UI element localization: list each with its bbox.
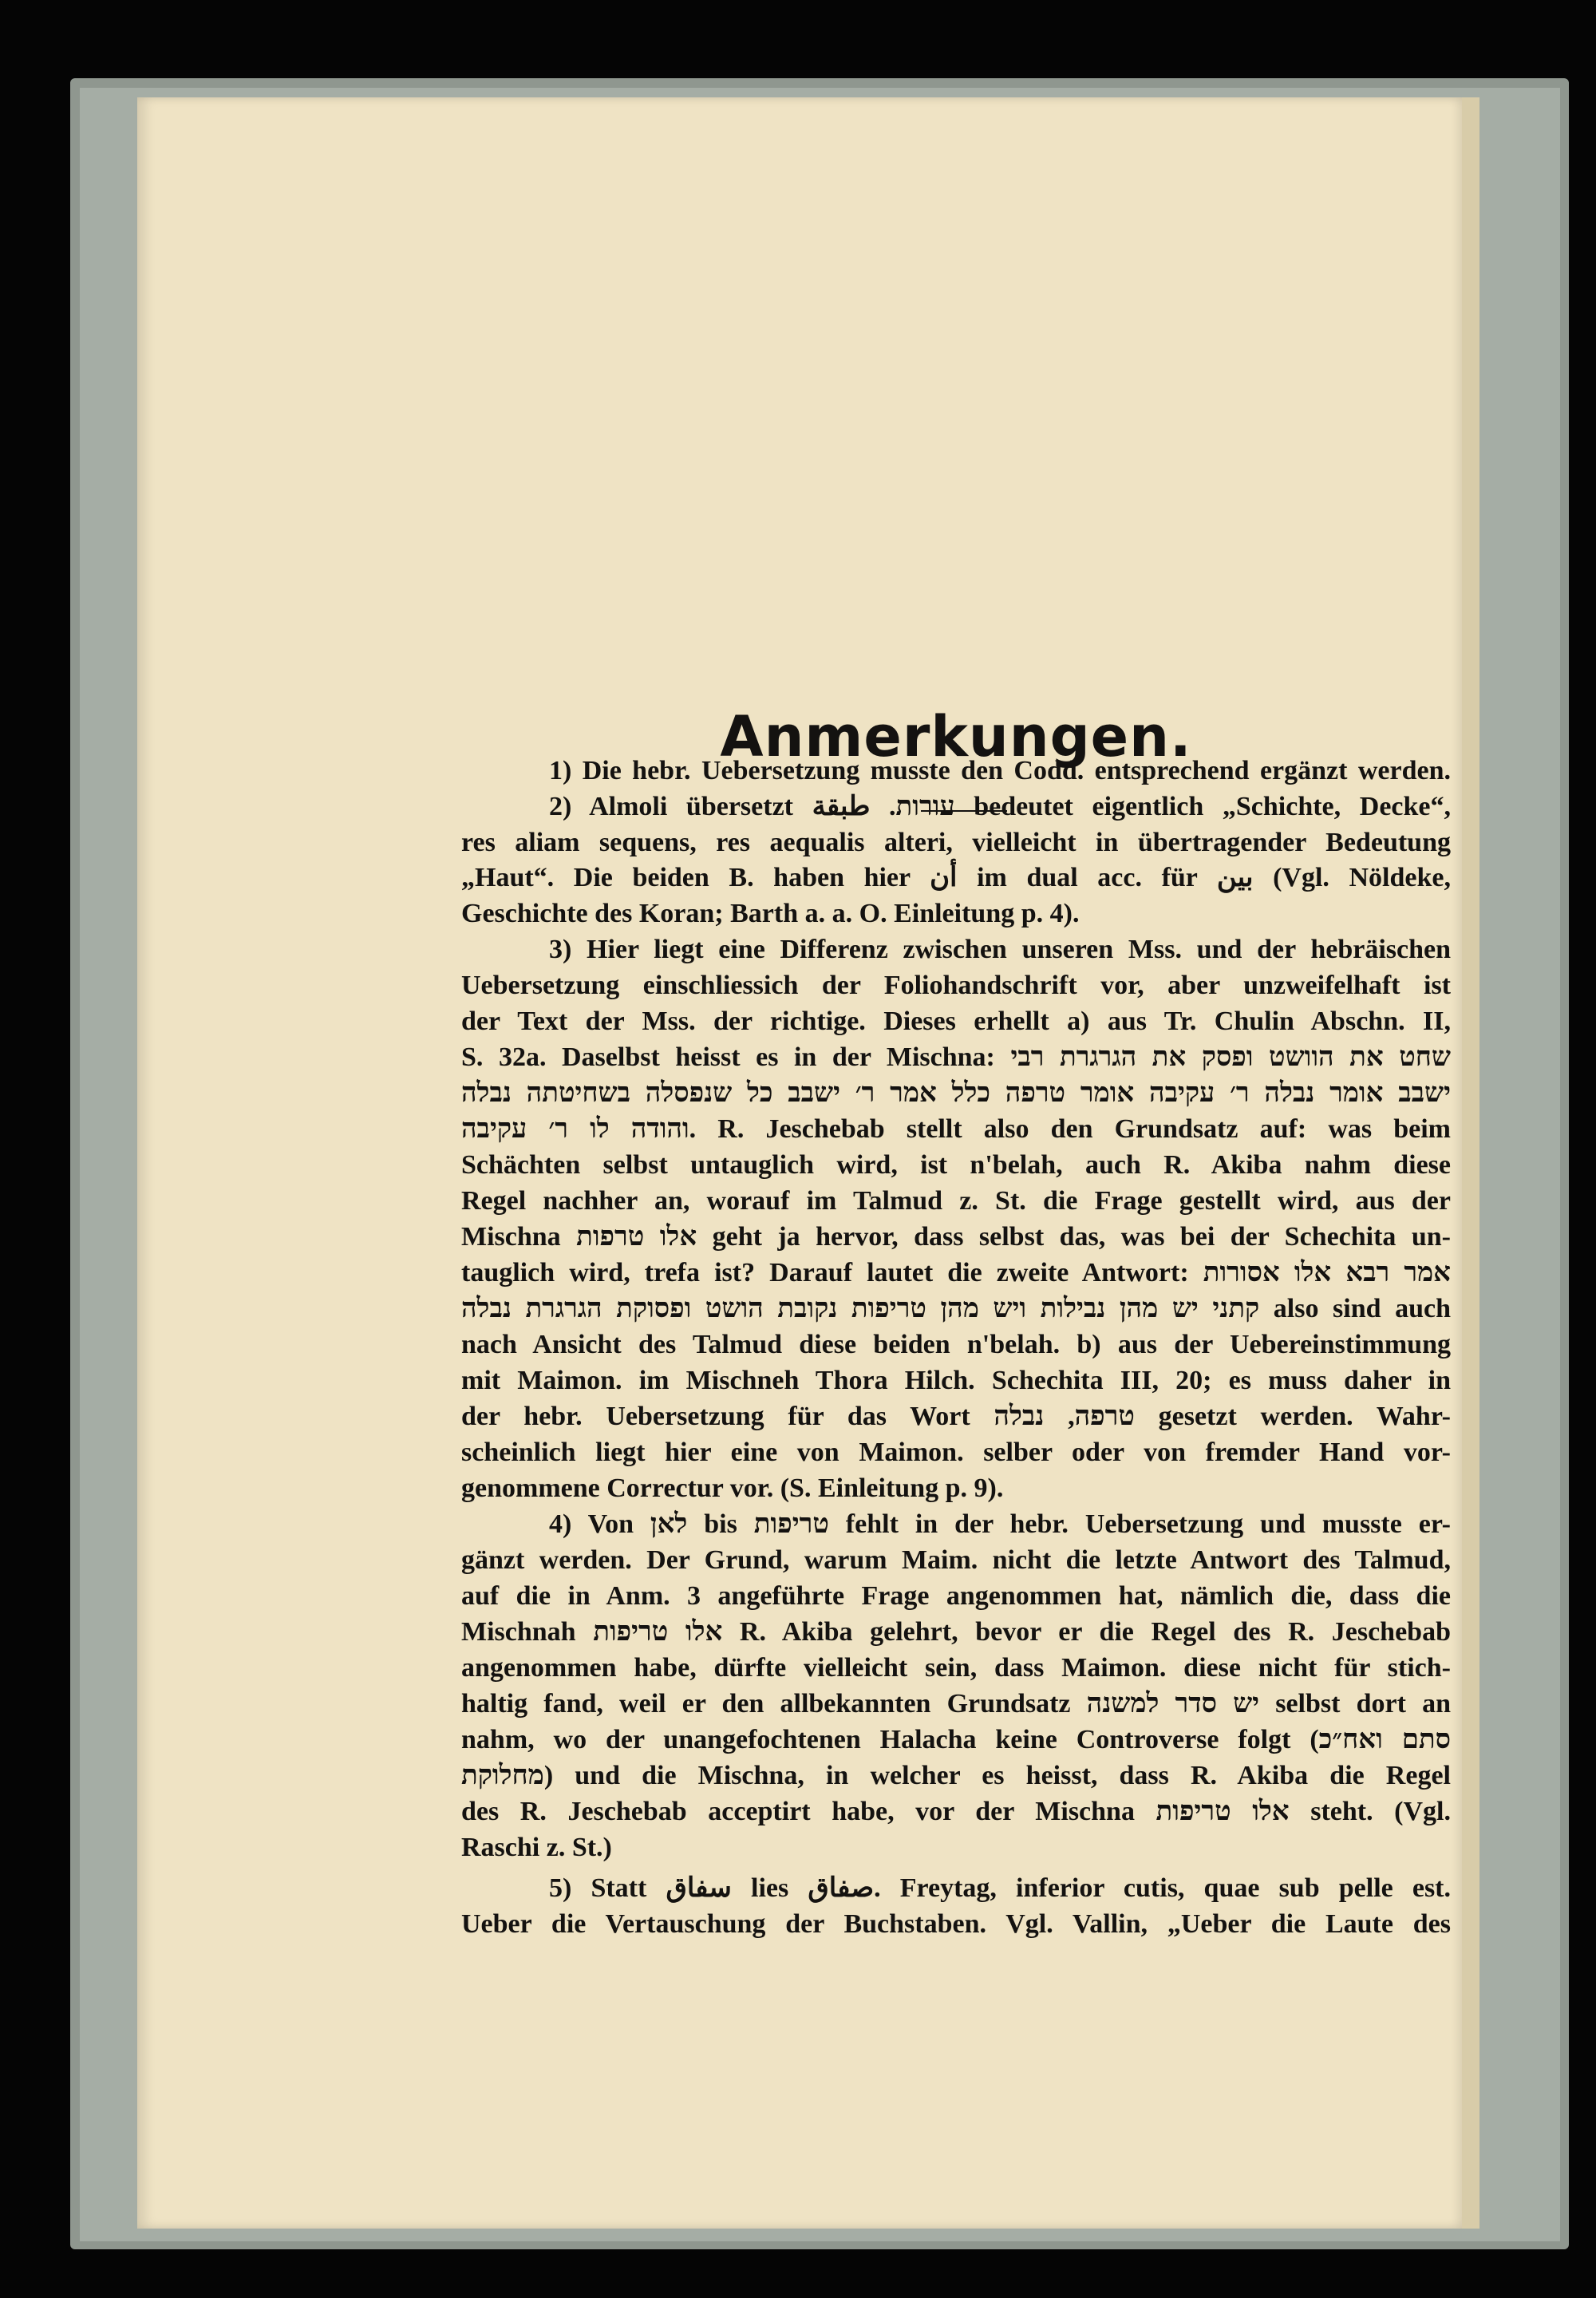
text-line: והודה לו ר׳ עקיבה. R. Jeschebab stellt also den Grundsatz auf: was beim bbox=[461, 1114, 1451, 1144]
text-line: scheinlich liegt hier eine von Maimon. selber oder von fremder Hand vor- bbox=[461, 1438, 1451, 1467]
text-line: Uebersetzung einschliessich der Foliohandschrift vor, aber unzweifelhaft ist bbox=[461, 971, 1451, 1000]
section-title: Anmerkungen. bbox=[720, 704, 1192, 769]
text-line: gänzt werden. Der Grund, warum Maim. nicht die letzte Antwort des Talmud, bbox=[461, 1545, 1451, 1575]
text-line: Mischnah אלו טריפות R. Akiba gelehrt, bevor er die Regel des R. Jeschebab bbox=[461, 1617, 1452, 1647]
text-line: 3) Hier liegt eine Differenz zwischen unseren Mss. und der hebräischen bbox=[549, 935, 1451, 964]
text-line: קתני יש מהן נבילות ויש מהן טריפות נקובת הושט ופסוקת הגרגרת נבלה also sind auch bbox=[461, 1294, 1451, 1323]
text-line: Raschi z. St.) bbox=[461, 1833, 612, 1862]
text-line: auf die in Anm. 3 angeführte Frage angenommen hat, nämlich die, dass die bbox=[461, 1581, 1451, 1611]
text-line: des R. Jeschebab acceptirt habe, vor der Mischna אלו טריפות steht. (Vgl. bbox=[461, 1797, 1451, 1826]
text-line: angenommen habe, dürfte vielleicht sein, dass Maimon. diese nicht für stich- bbox=[461, 1653, 1451, 1683]
page-stack-edge bbox=[1462, 97, 1479, 2229]
text-line: מחלוקת) und die Mischna, in welcher es heisst, dass R. Akiba die Regel bbox=[461, 1761, 1451, 1790]
text-line: 5) Statt سفاق lies صفاق. Freytag, inferior cutis, quae sub pelle est. bbox=[549, 1873, 1451, 1903]
text-line: der hebr. Uebersetzung für das Wort טרפה, נבלה gesetzt werden. Wahr- bbox=[461, 1402, 1451, 1431]
text-line: S. 32a. Daselbst heisst es in der Mischna: שחט את הוושט ופסק את הגרגרת רבי bbox=[461, 1042, 1451, 1072]
text-line: „Haut“. Die beiden B. haben hier أن im dual acc. für بين (Vgl. Nöldeke, bbox=[461, 863, 1451, 892]
text-line: nahm, wo der unangefochtenen Halacha keine Controverse folgt (סתם ואח״כ bbox=[461, 1725, 1451, 1754]
text-line: res aliam sequens, res aequalis alteri, vielleicht in übertragender Bedeutung bbox=[461, 828, 1451, 857]
text-line: ישבב אומר נבלה ר׳ עקיבה אומר טרפה כלל אמר ר׳ ישבב כל שנפסלה בשחיטתה נבלה bbox=[461, 1078, 1451, 1108]
text-line: haltig fand, weil er den allbekannten Grundsatz יש סדר למשנה selbst dort an bbox=[461, 1689, 1451, 1719]
text-line: mit Maimon. im Mischneh Thora Hilch. Schechita III, 20; es muss daher in bbox=[461, 1366, 1451, 1395]
text-line: 1) Die hebr. Uebersetzung musste den Codd. entsprechend ergänzt werden. bbox=[549, 756, 1451, 785]
text-line: genommene Correctur vor. (S. Einleitung p. 9). bbox=[461, 1473, 1004, 1503]
book-page bbox=[137, 97, 1462, 2229]
text-line: 2) Almoli übersetzt עורות. طبقة bedeutet eigentlich „Schichte, Decke“, bbox=[549, 792, 1452, 821]
text-line: Geschichte des Koran; Barth a. a. O. Einleitung p. 4). bbox=[461, 899, 1080, 928]
text-line: Ueber die Vertauschung der Buchstaben. Vgl. Vallin, „Ueber die Laute des bbox=[461, 1909, 1451, 1939]
text-line: der Text der Mss. der richtige. Dieses erhellt a) aus Tr. Chulin Abschn. II, bbox=[461, 1007, 1451, 1036]
text-line: Regel nachher an, worauf im Talmud z. St. die Frage gestellt wird, aus der bbox=[461, 1186, 1451, 1216]
text-line: 4) Von לאן bis טריפות fehlt in der hebr. Uebersetzung und musste er- bbox=[549, 1509, 1451, 1539]
text-line: Mischna אלו טרפות geht ja hervor, dass selbst das, was bei der Schechita un- bbox=[461, 1222, 1451, 1252]
text-line: nach Ansicht des Talmud diese beiden n'belah. b) aus der Uebereinstimmung bbox=[461, 1330, 1451, 1359]
text-line: tauglich wird, trefa ist? Darauf lautet die zweite Antwort: אמר רבא אלו אסורות bbox=[461, 1258, 1452, 1287]
text-line: Schächten selbst untauglich wird, ist n'belah, auch R. Akiba nahm diese bbox=[461, 1150, 1451, 1180]
